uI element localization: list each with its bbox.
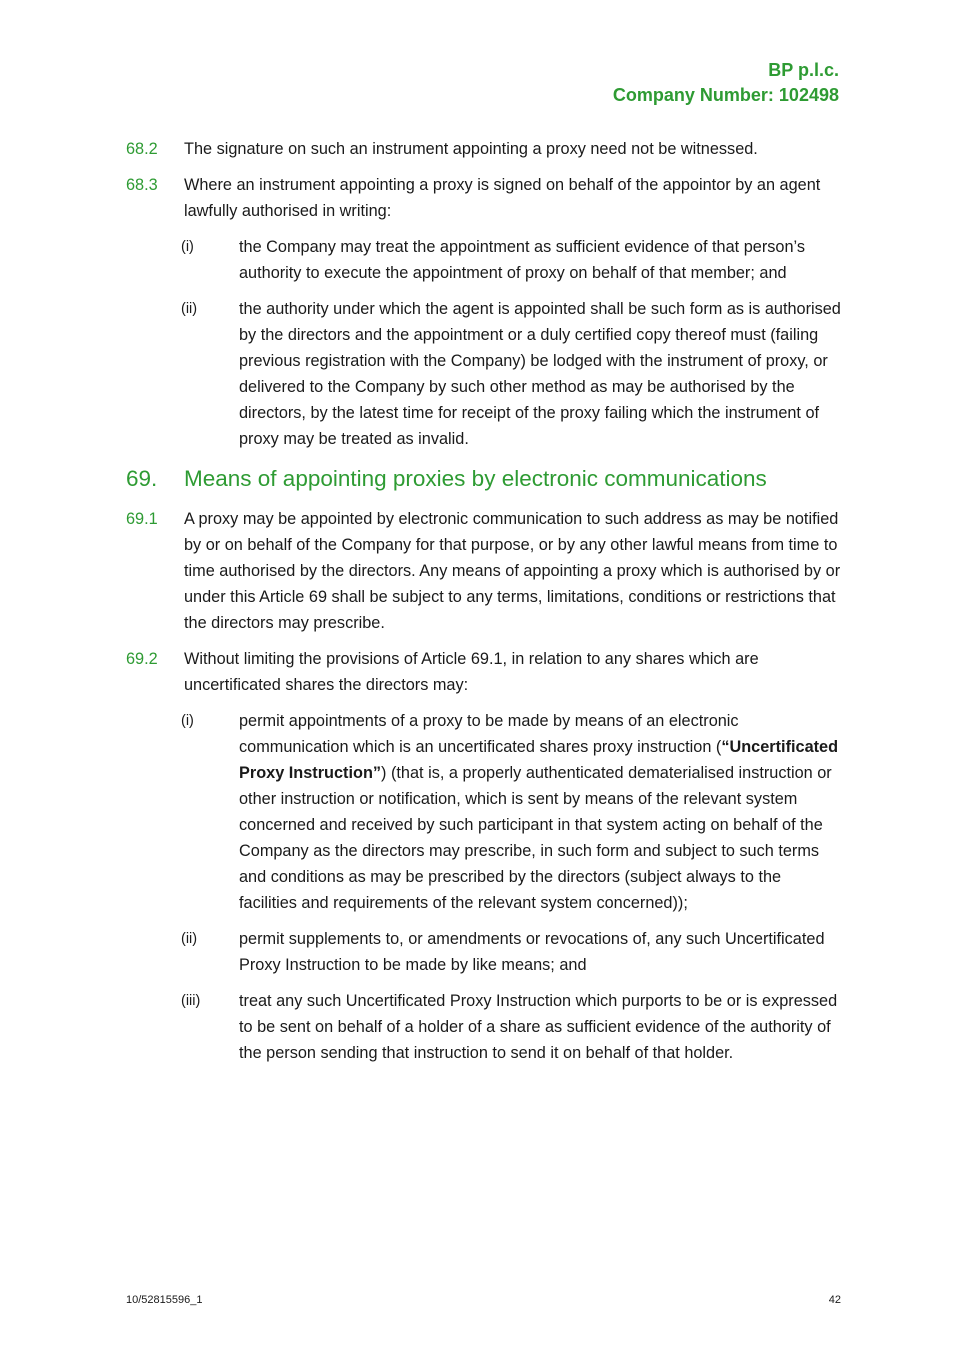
clause-68-2	[126, 136, 842, 162]
heading-title: Means of appointing proxies by electronic communications	[184, 466, 767, 491]
defined-term: “Uncertificated Proxy Instruction”	[239, 738, 839, 782]
clause-text: The signature on such an instrument appointing a proxy need not be witnessed.	[184, 140, 758, 158]
clause-69-2-iii	[181, 988, 842, 1066]
clause-number: 68.3	[126, 176, 158, 194]
clause-68-3-ii	[181, 296, 842, 452]
heading-number: 69.	[126, 466, 158, 491]
clause-69-2-i	[181, 708, 842, 916]
clause-number: 69.1	[126, 510, 158, 528]
company-name: BP p.l.c.	[768, 60, 839, 80]
item-number: (ii)	[181, 931, 198, 947]
item-text	[239, 708, 842, 916]
clause-text: A proxy may be appointed by electronic communication to such address as may be notified by or on behalf of the Company for that purpose, or by any other lawful means from time to time authorised by the directors. Any means of appointing a proxy which is authorised by or under this Article 69 shall be subject to any terms, limitations, conditions or restrictions that the directors may prescribe.	[184, 510, 841, 632]
item-text: the Company may treat the appointment as sufficient evidence of that person’s authority to execute the appointment of proxy on behalf of that member; and	[239, 238, 805, 282]
item-number: (ii)	[181, 301, 198, 317]
item-text-pre: permit appointments of a proxy to be made by means of an electronic communication which is an uncertificated shares proxy instruction (	[239, 712, 739, 756]
company-number: Company Number: 102498	[612, 85, 839, 105]
item-number: (i)	[181, 713, 194, 729]
clause-number: 68.2	[126, 140, 158, 158]
clause-69-1	[126, 506, 842, 636]
article-69-heading	[126, 464, 842, 494]
item-text: treat any such Uncertificated Proxy Instruction which purports to be or is expressed to be sent on behalf of a holder of a share as sufficient evidence of the authority of the person sending that instruction to send it on behalf of that holder.	[239, 992, 838, 1062]
clause-68-3-i	[181, 234, 842, 286]
page-header	[613, 58, 839, 108]
clause-68-3	[126, 172, 842, 224]
page-number: 42	[828, 1294, 841, 1306]
clause-number: 69.2	[126, 650, 158, 668]
item-number: (i)	[181, 239, 194, 255]
clause-text: Without limiting the provisions of Article 69.1, in relation to any shares which are uncertificated shares the directors may:	[184, 650, 759, 694]
item-text: the authority under which the agent is appointed shall be such form as is authorised by the directors and the appointment or a duly certified copy thereof must (failing previous registration with the Company) be lodged with the instrument of proxy, or delivered to the Company by such other method as may be authorised by the directors, by the latest time for receipt of the proxy failing which the instrument of proxy may be treated as invalid.	[239, 300, 841, 448]
item-text: permit supplements to, or amendments or revocations of, any such Uncertificated Proxy Instruction to be made by like means; and	[239, 930, 825, 974]
clause-69-2	[126, 646, 842, 698]
item-number: (iii)	[181, 993, 201, 1009]
item-text-post: ) (that is, a properly authenticated dematerialised instruction or other instruction or notification, which is sent by means of the relevant system concerned and received by such participant in that system acting on behalf of the Company as the directors may prescribe, in such form and subject to such terms and conditions as may be prescribed by the directors (subject always to the facilities and requirements of the relevant system concerned));	[239, 764, 832, 912]
document-reference: 10/52815596_1	[126, 1294, 203, 1306]
clause-69-2-ii	[181, 926, 842, 978]
document-body	[126, 136, 842, 1076]
clause-text: Where an instrument appointing a proxy is signed on behalf of the appointor by an agent lawfully authorised in writing:	[184, 176, 821, 220]
